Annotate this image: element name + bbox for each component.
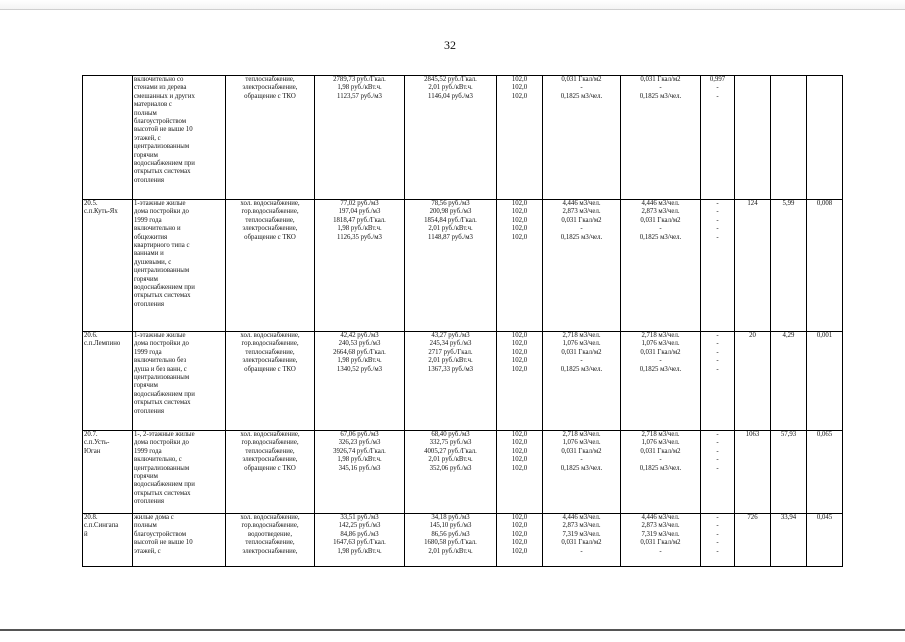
- table-row: [83, 76, 843, 200]
- cell-col10: 1063: [735, 431, 771, 514]
- scan-top-edge: [0, 0, 905, 10]
- table-row: [83, 514, 843, 567]
- cell-col12: 0,045: [807, 514, 843, 567]
- cell-col11: [771, 76, 807, 200]
- cell-col11: 57,93: [771, 431, 807, 514]
- cell-settlement: 20.8. с.п.Сингапа й: [83, 514, 133, 567]
- cell-tariff-1: 2789,73 руб./Гкал. 1,98 руб./кВт.ч. 1123,57 руб./м3: [315, 76, 405, 200]
- cell-index: 102,0 102,0 102,0 102,0 102,0: [497, 200, 543, 332]
- table-row: [83, 431, 843, 514]
- cell-tariff-1: 67,06 руб./м3 326,23 руб./м3 3926,74 руб./Гкал. 1,98 руб./кВт.ч. 345,16 руб./м3: [315, 431, 405, 514]
- scan-bottom-edge: [0, 629, 905, 642]
- cell-services: хол. водоснабжение, гор.водоснабжение, водоотведение, теплоснабжение, электроснабжение,: [226, 514, 315, 567]
- cell-col12: 0,008: [807, 200, 843, 332]
- cell-index: 102,0 102,0 102,0 102,0 102,0: [497, 332, 543, 431]
- cell-col10: 124: [735, 200, 771, 332]
- cell-norm-1: 0,031 Гкал/м2 - 0,1825 м3/чел.: [543, 76, 621, 200]
- cell-norm-1: 2,718 м3/чел. 1,076 м3/чел. 0,031 Гкал/м2 - 0,1825 м3/чел.: [543, 431, 621, 514]
- cell-col10: 726: [735, 514, 771, 567]
- cell-norm-2: 2,718 м3/чел. 1,076 м3/чел. 0,031 Гкал/м2 - 0,1825 м3/чел.: [621, 332, 701, 431]
- cell-tariff-2: 2845,52 руб./Гкал. 2,01 руб./кВт.ч. 1146,04 руб./м3: [405, 76, 497, 200]
- cell-services: хол. водоснабжение, гор.водоснабжение, теплоснабжение, электроснабжение, обращение с ТКО: [226, 200, 315, 332]
- cell-services: теплоснабжение, электроснабжение, обращение с ТКО: [226, 76, 315, 200]
- cell-tariff-1: 77,02 руб./м3 197,04 руб./м3 1818,47 руб./Гкал. 1,98 руб./кВт.ч. 1126,35 руб./м3: [315, 200, 405, 332]
- cell-col9: - - - - -: [701, 514, 735, 567]
- cell-index: 102,0 102,0 102,0 102,0 102,0: [497, 514, 543, 567]
- cell-norm-2: 4,446 м3/чел. 2,873 м3/чел. 0,031 Гкал/м2 - 0,1825 м3/чел.: [621, 200, 701, 332]
- cell-col10: [735, 76, 771, 200]
- cell-description: 1-этажные жилые дома постройки до 1999 года включительно и общежития квартирного типа с ваннами и душевыми, с централизованным горячим водоснабжением при открытых системах отопления: [133, 200, 226, 332]
- cell-col12: [807, 76, 843, 200]
- cell-description: 1-, 2-этажные жилые дома постройки до 1999 года включительно, с централизованным горячим водоснабжением при открытых системах отопления: [133, 431, 226, 514]
- cell-description: включительно со стенами из дерева смешанных и других материалов с полным благоустройством высотой не выше 10 этажей, с централизованным горячим водоснабжением при открытых системах отопления: [133, 76, 226, 200]
- cell-col9: - - - - -: [701, 431, 735, 514]
- cell-settlement: 20.6. с.п.Лемпино: [83, 332, 133, 431]
- cell-description: 1-этажные жилые дома постройки до 1999 года включительно без душа и без ванн, с централизованным горячим водоснабжением при открытых системах отопления: [133, 332, 226, 431]
- cell-col9: - - - - -: [701, 200, 735, 332]
- cell-tariff-2: 43,27 руб./м3 245,34 руб./м3 2717 руб./Гкал. 2,01 руб./кВт.ч. 1367,33 руб./м3: [405, 332, 497, 431]
- cell-tariff-2: 78,56 руб./м3 200,98 руб./м3 1854,84 руб./Гкал. 2,01 руб./кВт.ч. 1148,87 руб./м3: [405, 200, 497, 332]
- cell-index: 102,0 102,0 102,0 102,0 102,0: [497, 431, 543, 514]
- cell-tariff-1: 42,42 руб./м3 240,53 руб./м3 2664,68 руб./Гкал. 1,98 руб./кВт.ч. 1340,52 руб./м3: [315, 332, 405, 431]
- cell-norm-1: 4,446 м3/чел. 2,873 м3/чел. 7,319 м3/чел. 0,031 Гкал/м2 -: [543, 514, 621, 567]
- cell-norm-1: 2,718 м3/чел. 1,076 м3/чел. 0,031 Гкал/м2 - 0,1825 м3/чел.: [543, 332, 621, 431]
- cell-settlement: 20.7. с.п.Усть- Юган: [83, 431, 133, 514]
- cell-col11: 5,99: [771, 200, 807, 332]
- cell-norm-2: 2,718 м3/чел. 1,076 м3/чел. 0,031 Гкал/м2 - 0,1825 м3/чел.: [621, 431, 701, 514]
- cell-col12: 0,001: [807, 332, 843, 431]
- cell-norm-2: 0,031 Гкал/м2 - 0,1825 м3/чел.: [621, 76, 701, 200]
- cell-col12: 0,065: [807, 431, 843, 514]
- table-row: [83, 332, 843, 431]
- cell-description: жилые дома с полным благоустройством высотой не выше 10 этажей, с: [133, 514, 226, 567]
- cell-col11: 4,29: [771, 332, 807, 431]
- cell-settlement: 20.5. с.п.Куть-Ях: [83, 200, 133, 332]
- tariff-table: [82, 75, 843, 567]
- cell-index: 102,0 102,0 102,0: [497, 76, 543, 200]
- cell-col9: 0,997 - -: [701, 76, 735, 200]
- cell-col9: - - - - -: [701, 332, 735, 431]
- cell-norm-1: 4,446 м3/чел. 2,873 м3/чел. 0,031 Гкал/м2 - 0,1825 м3/чел.: [543, 200, 621, 332]
- cell-tariff-2: 68,40 руб./м3 332,75 руб./м3 4005,27 руб./Гкал. 2,01 руб./кВт.ч. 352,06 руб./м3: [405, 431, 497, 514]
- cell-services: хол. водоснабжение, гор.водоснабжение, теплоснабжение, электроснабжение, обращение с ТКО: [226, 332, 315, 431]
- page-number: 32: [444, 38, 456, 52]
- cell-tariff-2: 34,18 руб./м3 145,10 руб./м3 86,56 руб./м3 1680,58 руб./Гкал. 2,01 руб./кВт.ч.: [405, 514, 497, 567]
- cell-col10: 20: [735, 332, 771, 431]
- table-row: [83, 200, 843, 332]
- cell-norm-2: 4,446 м3/чел. 2,873 м3/чел. 7,319 м3/чел. 0,031 Гкал/м2 -: [621, 514, 701, 567]
- cell-col11: 33,94: [771, 514, 807, 567]
- cell-settlement: [83, 76, 133, 200]
- cell-services: хол. водоснабжение, гор.водоснабжение, теплоснабжение, электроснабжение, обращение с ТКО: [226, 431, 315, 514]
- cell-tariff-1: 33,51 руб./м3 142,25 руб./м3 84,86 руб./м3 1647,63 руб./Гкал. 1,98 руб./кВт.ч.: [315, 514, 405, 567]
